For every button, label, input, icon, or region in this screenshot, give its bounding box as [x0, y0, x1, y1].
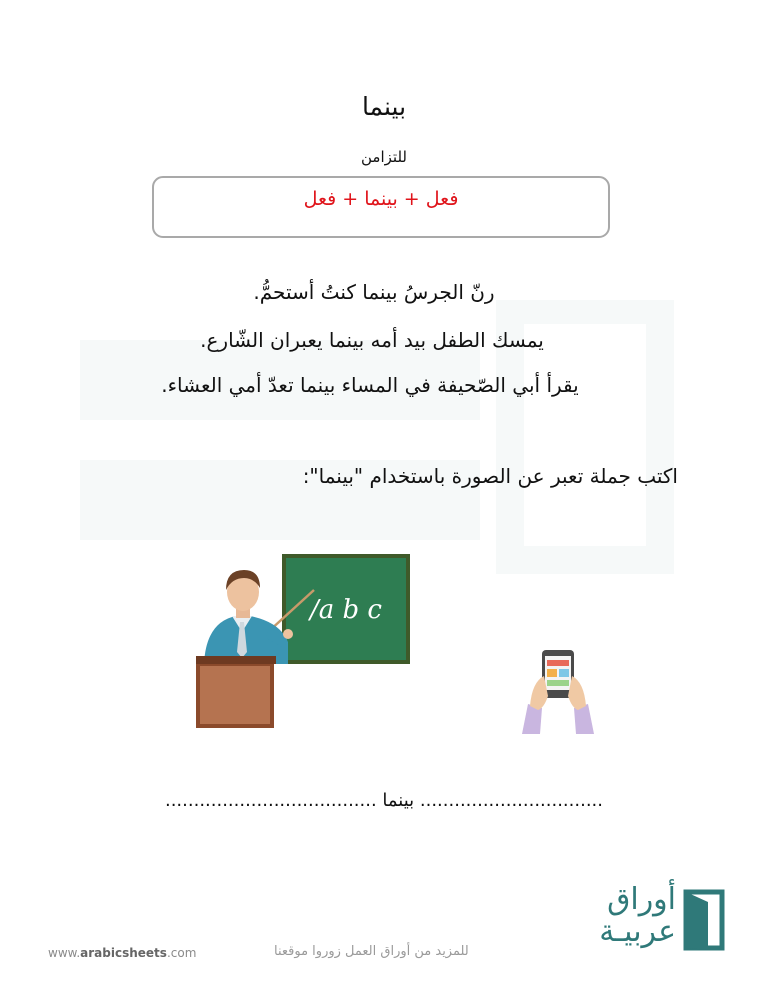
teacher-icon	[196, 552, 412, 728]
formula-box	[152, 176, 610, 238]
footer-slogan: للمزيد من أوراق العمل زوروا موقعنا	[274, 944, 469, 959]
example-sentence-1: رنّ الجرسُ بينما كنتُ أستحمُّ.	[253, 280, 495, 304]
book-icon	[682, 888, 726, 952]
logo-line-2: عربيـة	[599, 913, 676, 949]
formula-text: فعل + بينما + فعل	[303, 188, 459, 210]
footer-url-brand: arabicsheets	[80, 946, 167, 960]
site-logo	[578, 884, 728, 960]
board-text: /a b c	[310, 595, 382, 625]
page-title: بينما	[361, 92, 407, 121]
page-subtitle: للتزامن	[361, 148, 407, 166]
footer-url-prefix: www.	[48, 946, 81, 960]
footer-url[interactable]	[48, 946, 196, 960]
answer-line[interactable]: ................................ بينما .....................................	[164, 790, 603, 811]
footer-url-suffix: .com	[166, 946, 197, 960]
example-sentence-2: يمسك الطفل بيد أمه بينما يعبران الشّارع.	[200, 328, 544, 352]
logo-text	[578, 884, 676, 947]
example-sentence-3: يقرأ أبي الصّحيفة في المساء بينما تعدّ أمي العشاء.	[161, 373, 579, 397]
phone-icon	[518, 646, 598, 734]
exercise-instruction: اكتب جملة تعبر عن الصورة باستخدام "بينما":	[302, 464, 678, 488]
logo-line-1: أوراق	[607, 882, 676, 917]
